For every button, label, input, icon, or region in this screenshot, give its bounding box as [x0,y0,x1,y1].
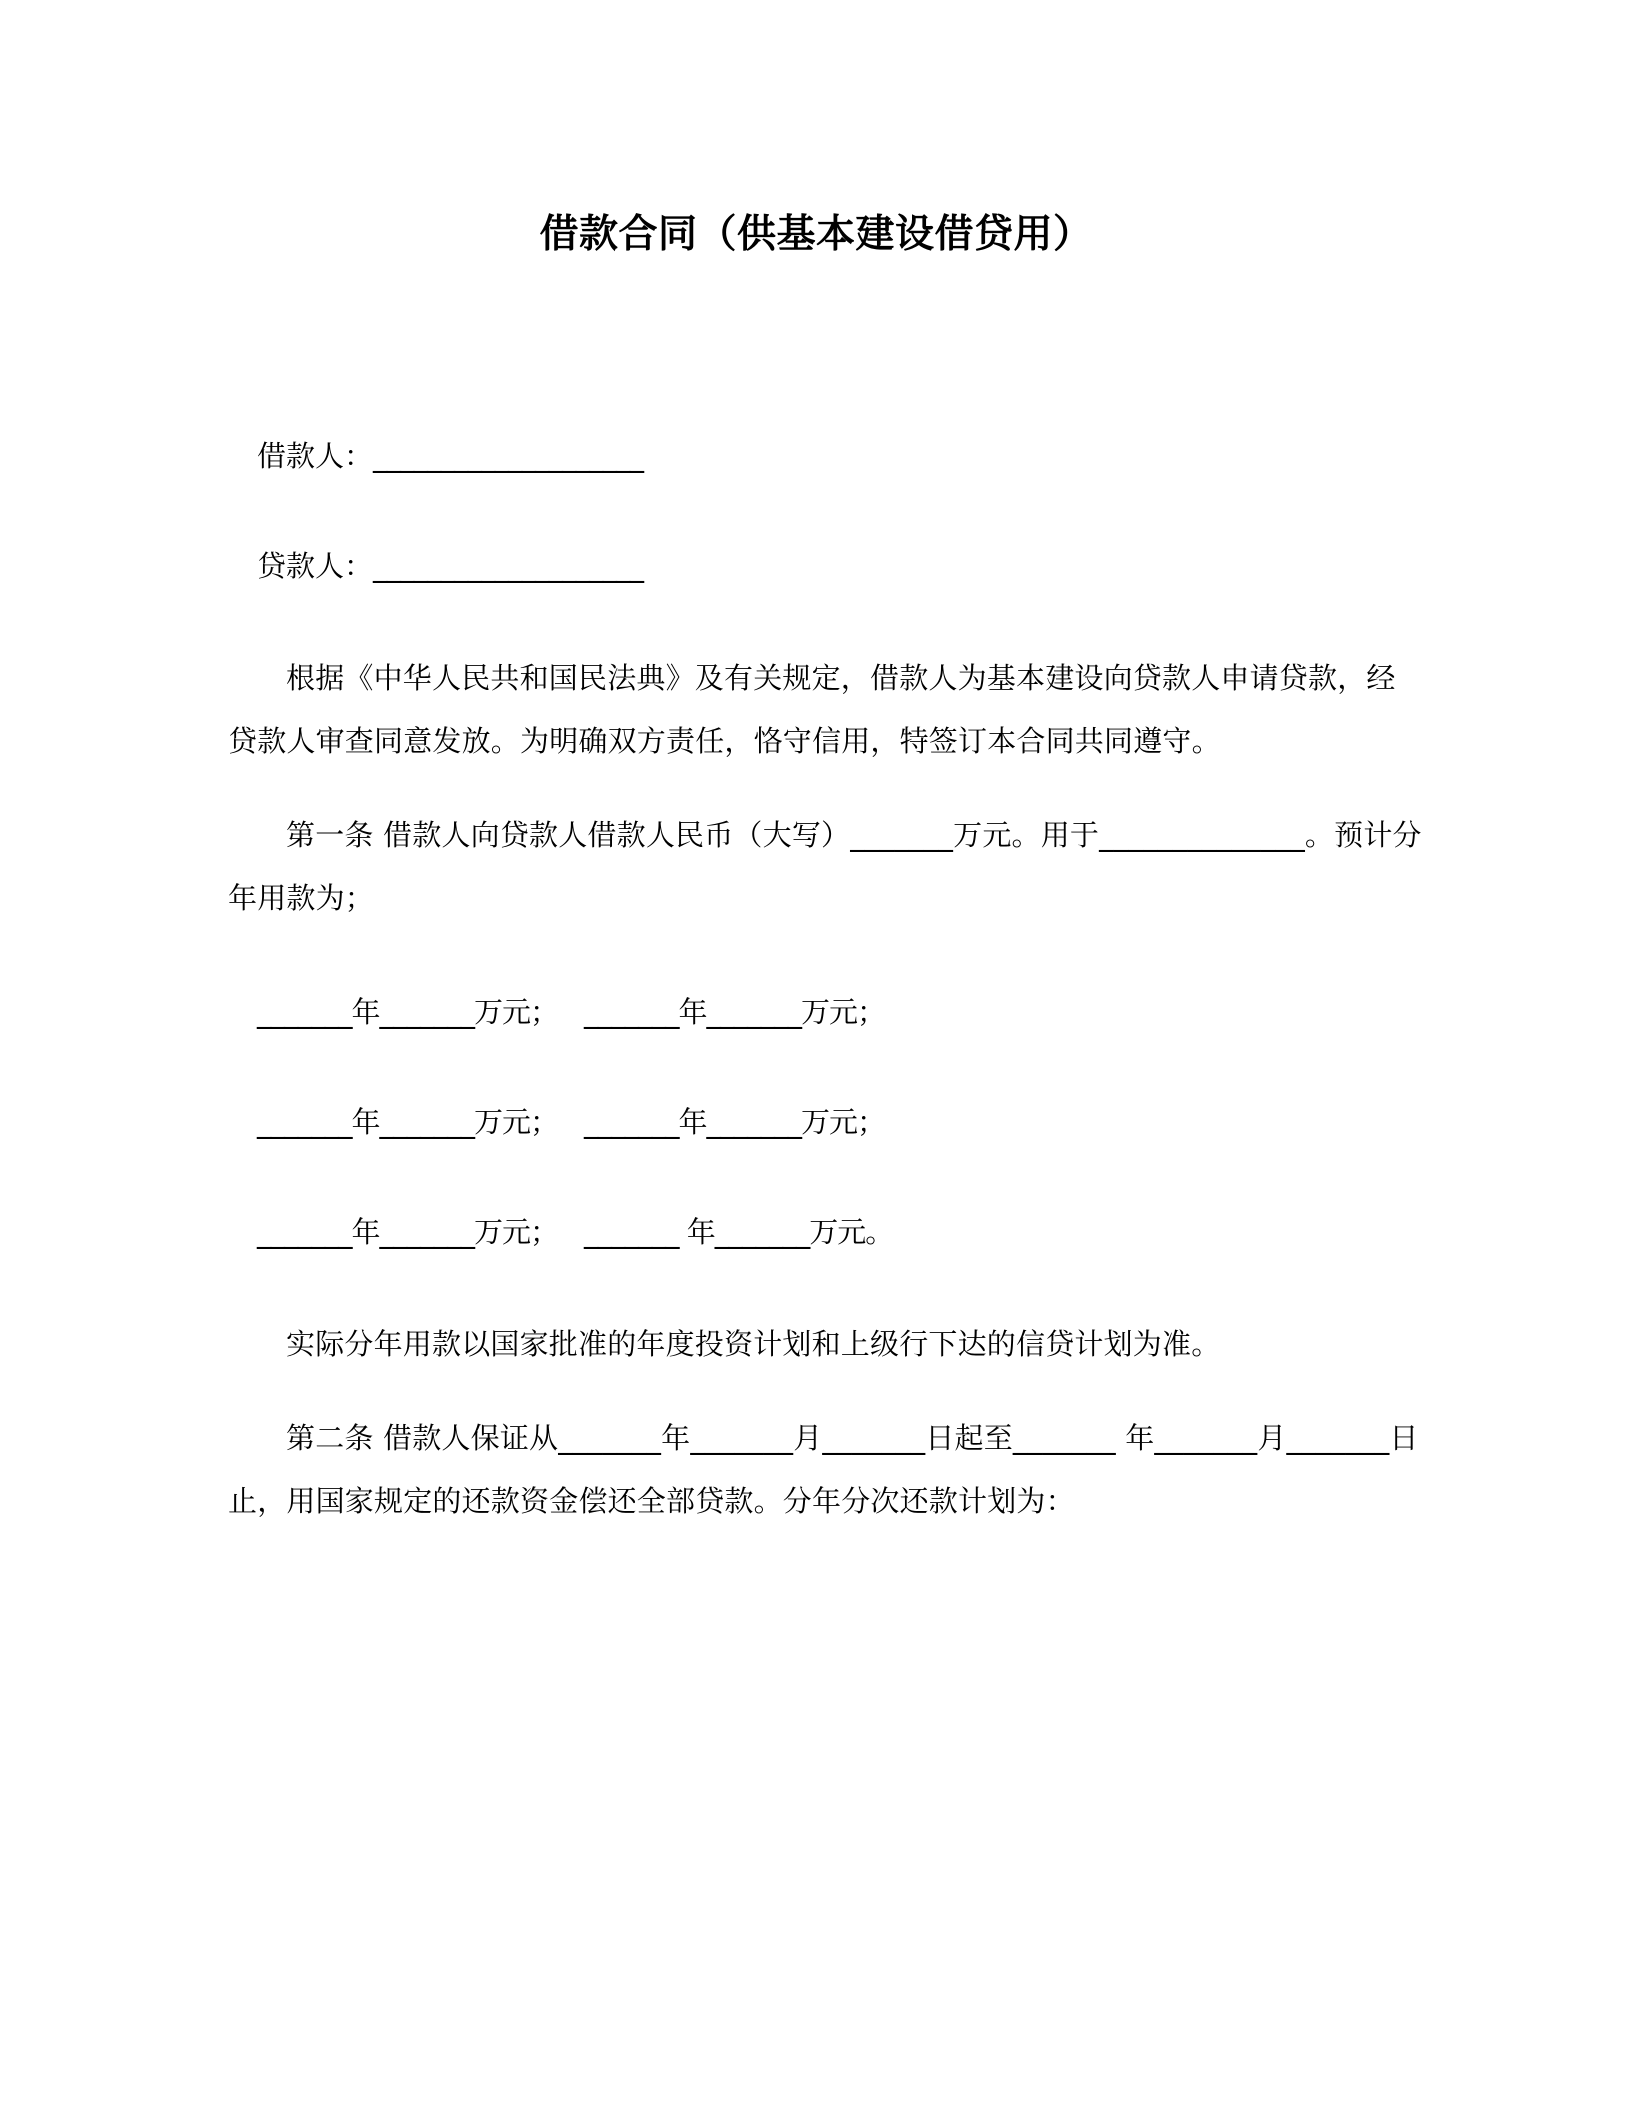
year-amount-right[interactable]: _______年_______万元； [584,1104,886,1139]
lender-blank[interactable]: ____________________ [373,548,644,583]
year-amount-row [228,1093,1424,1151]
document-body [0,427,1632,1533]
borrower-label: 借款人： [257,438,374,473]
lender-line [228,537,1424,595]
year-amount-left[interactable]: _______年_______万元； [257,1104,559,1139]
year-amount-left[interactable]: _______年_______万元； [257,994,559,1029]
page-title: 借款合同（供基本建设借贷用） [539,212,1093,257]
clause-one-note-paragraph: 实际分年用款以国家批准的年度投资计划和上级行下达的信贷计划为准。 [286,1326,1221,1361]
year-amount-row [228,1203,1424,1261]
preamble-paragraph: 根据《中华人民共和国民法典》及有关规定，借款人为基本建设向贷款人申请贷款，经贷款人审查同意发放。为明确双方责任，恪守信用，特签订本合同共同遵守。 [228,660,1396,758]
year-amount-row [228,983,1424,1041]
year-amount-right[interactable]: _______年_______万元； [584,994,886,1029]
clause-two-paragraph: 第二条 借款人保证从_______年_______月_______日起至_______ 年_______月_______日止，用国家规定的还款资金偿还全部贷款。分年分次还款计划为： [228,1420,1419,1518]
clause-one-paragraph: 第一条 借款人向贷款人借款人民币（大写）_______万元。用于______________。预计分年用款为； [228,817,1422,915]
lender-label: 贷款人： [257,548,374,583]
year-amount-left[interactable]: _______年_______万元； [257,1214,559,1249]
year-amount-right[interactable]: _______ 年_______万元。 [584,1214,894,1249]
borrower-blank[interactable]: ____________________ [373,438,644,473]
borrower-line [228,427,1424,485]
